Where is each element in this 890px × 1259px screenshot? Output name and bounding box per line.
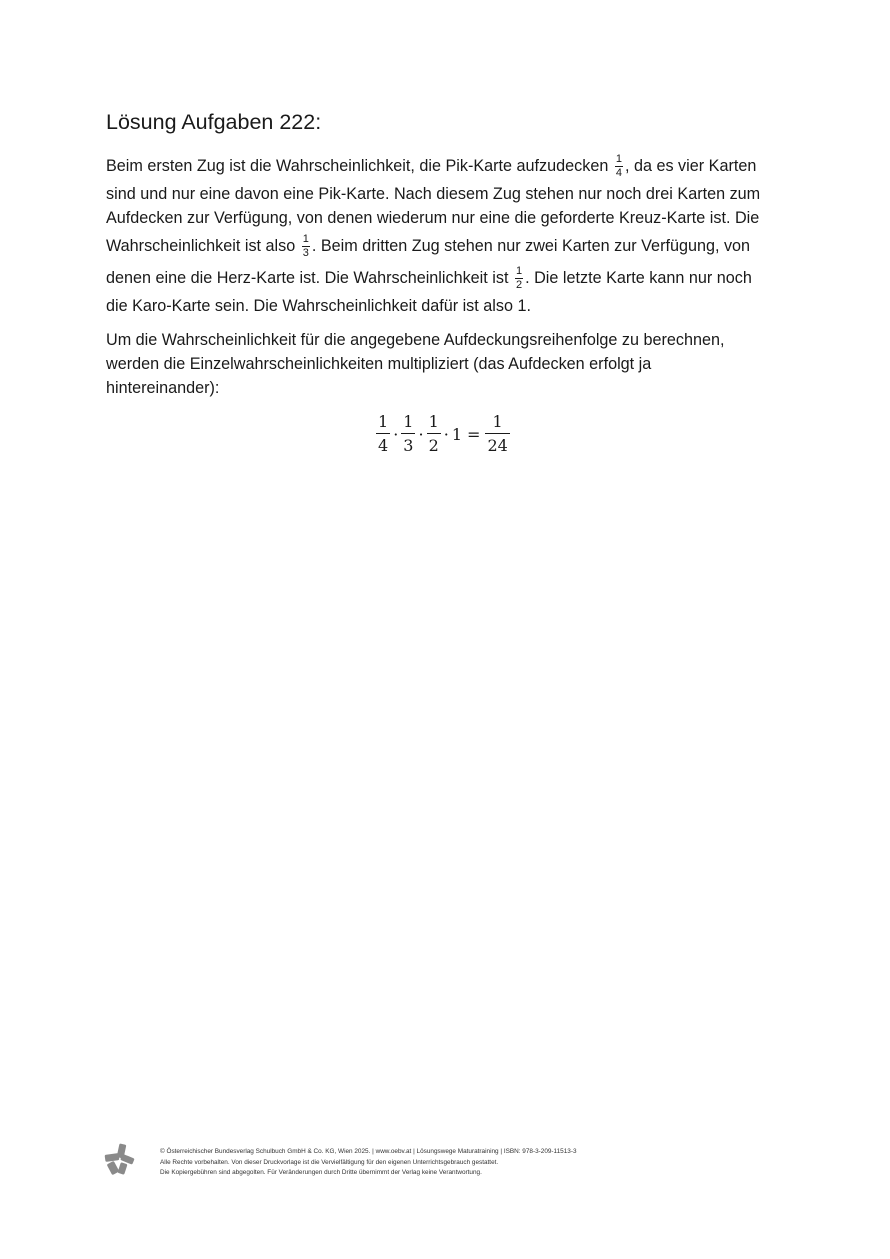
publisher-logo-icon: [104, 1143, 136, 1175]
text-line: die Karo-Karte sein. Die Wahrscheinlichkeit dafür ist also 1.: [106, 297, 531, 315]
fraction-one-half: $\frac{1}{2}$: [515, 265, 523, 292]
page-title: Lösung Aufgaben 222:: [106, 110, 322, 134]
multiply-dot: ·: [443, 424, 449, 444]
formula-fraction-3: 1 2: [428, 412, 439, 455]
text-line: hintereinander):: [106, 379, 220, 397]
fraction-one-third: $\frac{1}{3}$: [302, 233, 309, 260]
formula-fraction-1: 1 4: [378, 412, 389, 455]
text-line: sind und nur eine davon eine Pik-Karte. Nach diesem Zug stehen nur noch drei Karten zum: [106, 185, 761, 203]
multiply-dot: ·: [393, 424, 399, 444]
fraction-one-quarter: $\frac{1}{4}$: [615, 153, 622, 180]
text-line: denen eine die Herz-Karte ist. Die Wahrscheinlichkeit ist $\frac{1}{2}$ . Die letzte Karte kann nur noch: [106, 265, 752, 292]
footer-copyright: © Österreichischer Bundesverlag Schulbuch GmbH & Co. KG, Wien 2025. | www.oebv.at | Lösungswege Maturatraining | ISBN: 978-3-209-11513-3 Alle Rechte vorbehalten. Von dieser Druckvorlage ist die Vervielfältigung für den eigenen Unterrichtsgebrauch gestattet. Die Kopiergebühren sind abgegolten. Für Veränderungen durch Dritte übernimmt der Verlag keine Verantwortung.: [160, 1148, 577, 1176]
text-line: Wahrscheinlichkeit ist also $\frac{1}{3}$ . Beim dritten Zug stehen nur zwei Karten zur Verfügung, von: [106, 233, 751, 260]
text-line: werden die Einzelwahrscheinlichkeiten multipliziert (das Aufdecken erfolgt ja: [106, 355, 652, 373]
text-line: Aufdecken zur Verfügung, von denen wiederum nur eine die geforderte Kreuz-Karte ist. Die: [106, 209, 760, 227]
equals-sign: =: [467, 424, 481, 444]
formula-result: $\frac{1}{24}$: [487, 412, 508, 455]
text-line: Um die Wahrscheinlichkeit für die angegebene Aufdeckungsreihenfolge zu berechnen,: [106, 331, 725, 349]
solution-paragraph-1: [106, 150, 786, 318]
text-line: Beim ersten Zug ist die Wahrscheinlichkeit, die Pik-Karte aufzudecken $\frac{1}{4}$ , da es vier Karten: [106, 153, 757, 180]
probability-formula: [376, 410, 510, 458]
formula-fraction-2: 1 3: [403, 412, 414, 455]
multiply-dot: ·: [418, 424, 424, 444]
solution-paragraph-2: [106, 328, 786, 400]
formula-one: 1: [451, 424, 463, 444]
